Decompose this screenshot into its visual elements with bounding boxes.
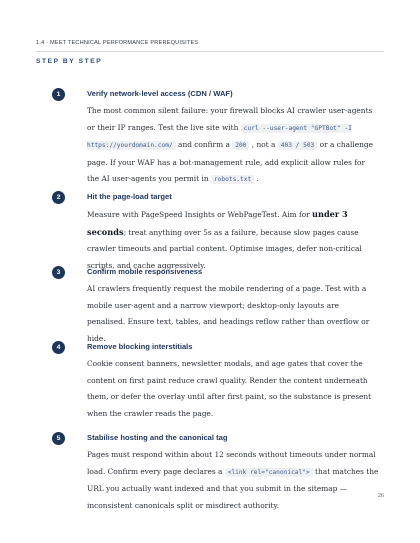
inline-code: robots.txt (211, 175, 254, 184)
section-label: STEP BY STEP (36, 58, 103, 65)
step-number-badge: 4 (52, 341, 65, 354)
step-body: Cookie consent banners, newsletter modals, and age gates that cover the content on first paint reduce crawl quality. Render the content underneath them, or defer the overlay until after first paint, so the substance is present when the crawler reads the page. (87, 359, 372, 418)
inline-code: 403 / 503 (278, 141, 318, 150)
step-title: Stabilise hosting and the canonical tag (87, 433, 228, 442)
step-title: Verify network-level access (CDN / WAF) (87, 89, 233, 98)
step-body: The most common silent failure: your firewall blocks AI crawler user-agents or their IP ranges. Test the live site with curl --user-agent "GPTBot" -I https://yourdomain.com/ and confirm a 200 , not a 403 / 503 or a challenge page. If your WAF has a bot-management rule, add explicit allow rules for the AI user-agents you permit in robots.txt . (87, 106, 373, 183)
inline-code: curl --user-agent "GPTBot" -I https://yourdomain.com/ (87, 124, 352, 149)
inline-code: 200 (232, 141, 249, 150)
step-title: Confirm mobile responsiveness (87, 267, 203, 276)
step-title: Hit the page-load target (87, 192, 172, 201)
emphasis-text: under 3 seconds (87, 209, 348, 237)
step-number-badge: 2 (52, 191, 65, 204)
running-head: 1.4 · MEET TECHNICAL PERFORMANCE PREREQUISITES (36, 40, 199, 46)
step-number-badge: 5 (52, 432, 65, 445)
step-number-badge: 3 (52, 266, 65, 279)
header-divider (36, 51, 384, 52)
step-body: Pages must respond within about 12 seconds without timeouts under normal load. Confirm every page declares a <link rel="canonical"> that matches the URL you actually want indexed and that you submit in the sitemap — inconsistent canonicals split or misdirect authority. (87, 450, 379, 510)
page-number: 26 (377, 492, 384, 499)
step-body: AI crawlers frequently request the mobile rendering of a page. Test with a mobile user-agent and a narrow viewport; desktop-only layouts are penalised. Ensure text, tables, and headings reflow rather than overflow or hide. (87, 284, 370, 343)
step-body: Measure with PageSpeed Insights or WebPageTest. Aim for under 3 seconds; treat anything over 5s as a failure, because slow pages cause crawler timeouts and partial content. Optimise images, defer non-critical scripts, and cache aggressively. (87, 209, 362, 270)
step-title: Remove blocking interstitials (87, 342, 193, 351)
step-number-badge: 1 (52, 88, 65, 101)
inline-code: <link rel="canonical"> (225, 468, 313, 477)
